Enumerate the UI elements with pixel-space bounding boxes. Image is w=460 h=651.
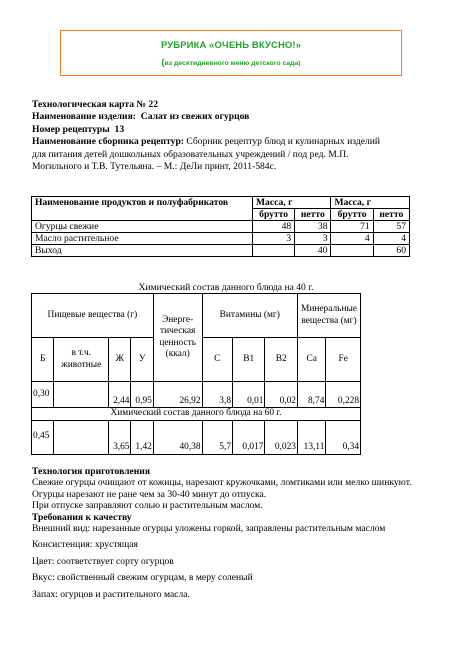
cell-value: 8,74 (297, 382, 325, 408)
technology-p2: Огурцы нарезают не ране чем за 30-40 минут до отпуска. (32, 488, 267, 500)
table-row (32, 420, 361, 454)
cell-value: 0,01 (233, 382, 265, 408)
recipe-value: 13 (114, 123, 125, 135)
cell-value: 40,38 (153, 420, 202, 454)
cell-value (253, 245, 295, 257)
cell-value: 2,44 (109, 382, 131, 408)
cell-value: 13,11 (297, 420, 325, 454)
collection-line-2: для питания детей дошкольных образовательных учреждений / под ред. М.П. (32, 148, 349, 160)
sub-header: нетто (373, 209, 409, 221)
technology-p1: Свежие огурцы очищают от кожицы, нарезают кружочками, ломтиками или мелко шинкуют. (32, 477, 412, 489)
h-minerals: Минеральные вещества (мг) (297, 294, 360, 338)
dish-line (32, 111, 418, 123)
cell-value: 1,42 (131, 420, 153, 454)
collection-line-3: Могильного и Т.В. Тутельяна. – М.: ДеЛи принт, 2011-584с. (32, 161, 277, 173)
table-row (32, 382, 361, 408)
h-vitamins: Витамины (мг) (202, 294, 297, 338)
cell-value: 71 (331, 221, 373, 233)
card-number: Технологическая карта № 22 (32, 99, 159, 110)
rubric-subtitle (61, 57, 401, 67)
h-energy: Энерге-тическая ценность (ккал) (153, 294, 202, 382)
sub-header: брутто (253, 209, 295, 221)
cell-value: 40 (295, 245, 331, 257)
cell-value: 57 (373, 221, 409, 233)
cell-value: 3 (295, 233, 331, 245)
cell-value: 0,45 (32, 420, 54, 454)
sub-header: Fe (326, 338, 361, 382)
collection-label: Наименование сборника рецептур: (32, 136, 184, 148)
technology-p3: При отпуске заправляют солью и растительным маслом. (32, 500, 263, 512)
cell-value: 4 (373, 233, 409, 245)
cell-value: 0,30 (32, 382, 54, 408)
quality-color: Цвет: соответствует сорту огурцов (32, 555, 174, 567)
sub-header: B2 (265, 338, 297, 382)
recipe-line (32, 124, 418, 136)
cell-value: 38 (295, 221, 331, 233)
recipe-label: Номер рецептуры (32, 123, 110, 135)
cell-name: Огурцы свежие (32, 221, 253, 233)
cell-value: 0,02 (265, 382, 297, 408)
sub-header: нетто (295, 209, 331, 221)
quality-smell: Запах: огурцов и растительного масла. (32, 588, 190, 600)
table-row (32, 245, 410, 257)
chem-caption-40: Химический состав данного блюда на 40 г. (138, 282, 314, 293)
chem-table (31, 293, 361, 455)
collection-line-1 (32, 136, 418, 148)
cell-value: 26,92 (153, 382, 202, 408)
cell-name: Выход (32, 245, 253, 257)
cell-value: 48 (253, 221, 295, 233)
technology-title: Технология приготовления (32, 466, 151, 477)
quality-consistency: Консистенция: хрустящая (32, 539, 138, 551)
cell-value: 3,8 (202, 382, 232, 408)
quality-title: Требования к качеству (32, 511, 132, 523)
cell-name: Масло растительное (32, 233, 253, 245)
sub-header: C (202, 338, 232, 382)
cell-value: 4 (331, 233, 373, 245)
cell-value (54, 382, 109, 408)
col-header-mass-2: Масса, г (331, 197, 410, 209)
sub-header: брутто (331, 209, 373, 221)
cell-value: 60 (373, 245, 409, 257)
rubric-title: РУБРИКА «ОЧЕНЬ ВКУСНО!» (160, 40, 302, 51)
cell-value: 0,228 (326, 382, 361, 408)
col-header-name: Наименование продуктов и полуфабрикатов (32, 197, 253, 221)
quality-appearance: Внешний вид: нарезанные огурцы уложены горкой, заправлены растительным маслом (32, 523, 386, 535)
card-info (32, 99, 418, 173)
cell-value: 0,95 (131, 382, 153, 408)
table-row (32, 221, 410, 233)
sub-header: B1 (233, 338, 265, 382)
sub-header: в т.ч. животные (54, 338, 109, 382)
cell-value: 3 (253, 233, 295, 245)
ingredients-table (31, 196, 410, 257)
quality-taste: Вкус: свойственный свежим огурцам, в меру соленый (32, 572, 253, 584)
cell-value (54, 420, 109, 454)
rubric-banner (60, 30, 402, 76)
sub-header: Б (32, 338, 54, 382)
sub-header: Ж (109, 338, 131, 382)
cell-value: 0,017 (233, 420, 265, 454)
table-row (32, 233, 410, 245)
collection-value-1: Сборник рецептур блюд и кулинарных изделий (186, 136, 381, 148)
cell-value: 3,65 (109, 420, 131, 454)
subtitle-paren: ( (161, 57, 165, 67)
cell-value: 0,34 (326, 420, 361, 454)
dish-label: Наименование изделия: (32, 111, 136, 123)
chem-caption-60: Химический состав данного блюда на 60 г. (32, 408, 361, 421)
sub-header: Ca (297, 338, 325, 382)
technology-section (32, 466, 422, 600)
cell-value: 5,7 (202, 420, 232, 454)
cell-value (331, 245, 373, 257)
col-header-mass-1: Масса, г (253, 197, 331, 209)
subtitle-text: из десятидневного меню детского сада) (164, 60, 301, 67)
dish-value: Салат из свежих огурцов (140, 111, 250, 123)
sub-header: У (131, 338, 153, 382)
h-nutrients: Пищевые вещества (г) (32, 294, 154, 338)
cell-value: 0,023 (265, 420, 297, 454)
